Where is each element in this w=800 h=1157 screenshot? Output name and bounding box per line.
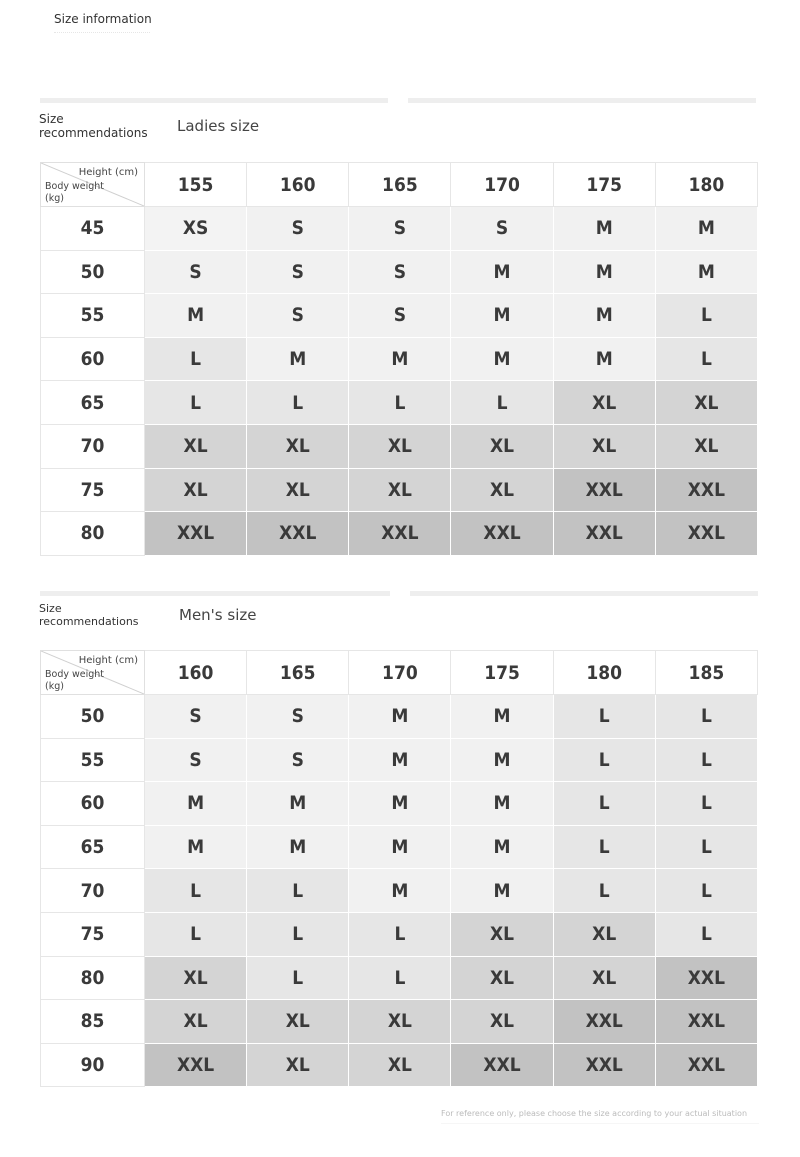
ladies-height-175: 175 xyxy=(553,163,655,207)
ladies-label-line2: recommendations xyxy=(39,126,148,140)
table-row xyxy=(41,381,758,425)
size-cell: M xyxy=(451,738,553,782)
mens-weight-65: 65 xyxy=(41,825,145,869)
size-cell: M xyxy=(349,869,451,913)
size-cell: XL xyxy=(145,468,247,512)
table-row xyxy=(41,294,758,338)
size-cell: M xyxy=(553,294,655,338)
size-cell: L xyxy=(247,956,349,1000)
mens-divider-right xyxy=(410,591,758,596)
ladies-weight-50: 50 xyxy=(41,250,145,294)
mens-weight-90: 90 xyxy=(41,1043,145,1087)
size-cell: XL xyxy=(553,912,655,956)
size-cell: M xyxy=(349,782,451,826)
size-cell: M xyxy=(451,869,553,913)
size-cell: XL xyxy=(349,1043,451,1087)
size-cell: L xyxy=(451,381,553,425)
ladies-size-table xyxy=(40,162,758,556)
size-cell: L xyxy=(553,695,655,739)
table-row xyxy=(41,207,758,251)
size-cell: L xyxy=(247,381,349,425)
mens-height-170: 170 xyxy=(349,651,451,695)
size-cell: XXL xyxy=(655,1000,757,1044)
size-cell: XXL xyxy=(451,1043,553,1087)
size-cell: S xyxy=(349,250,451,294)
size-cell: M xyxy=(655,207,757,251)
size-cell: S xyxy=(349,294,451,338)
size-cell: XL xyxy=(247,468,349,512)
size-cell: XS xyxy=(145,207,247,251)
size-cell: XL xyxy=(553,424,655,468)
size-cell: M xyxy=(451,825,553,869)
size-cell: XL xyxy=(553,381,655,425)
table-row xyxy=(41,1043,758,1087)
size-cell: M xyxy=(655,250,757,294)
size-cell: M xyxy=(145,782,247,826)
mens-height-165: 165 xyxy=(247,651,349,695)
footnote-underline xyxy=(441,1123,759,1124)
size-cell: XXL xyxy=(349,512,451,556)
size-cell: XL xyxy=(145,1000,247,1044)
size-cell: S xyxy=(451,207,553,251)
ladies-size-title: Ladies size xyxy=(177,117,260,135)
size-cell: XL xyxy=(247,1043,349,1087)
size-cell: XL xyxy=(247,424,349,468)
corner-height-label: Height (cm) xyxy=(78,655,138,666)
size-cell: XL xyxy=(349,1000,451,1044)
mens-weight-80: 80 xyxy=(41,956,145,1000)
table-row xyxy=(41,512,758,556)
size-cell: M xyxy=(145,294,247,338)
ladies-weight-80: 80 xyxy=(41,512,145,556)
size-cell: L xyxy=(145,381,247,425)
mens-corner-cell xyxy=(41,651,145,695)
size-cell: XXL xyxy=(145,512,247,556)
ladies-weight-75: 75 xyxy=(41,468,145,512)
size-cell: XL xyxy=(655,381,757,425)
ladies-recommendations-label xyxy=(39,112,148,140)
size-cell: M xyxy=(349,337,451,381)
reference-footnote: For reference only, please choose the size according to your actual situation xyxy=(441,1109,748,1118)
size-cell: XXL xyxy=(655,1043,757,1087)
size-cell: XXL xyxy=(553,1000,655,1044)
size-cell: XXL xyxy=(655,468,757,512)
size-cell: L xyxy=(655,912,757,956)
mens-height-180: 180 xyxy=(553,651,655,695)
mens-weight-55: 55 xyxy=(41,738,145,782)
ladies-weight-65: 65 xyxy=(41,381,145,425)
size-cell: M xyxy=(247,337,349,381)
ladies-header-row xyxy=(41,163,758,207)
size-cell: L xyxy=(349,381,451,425)
size-cell: M xyxy=(451,294,553,338)
size-cell: L xyxy=(655,337,757,381)
size-cell: XL xyxy=(451,424,553,468)
size-cell: XL xyxy=(451,468,553,512)
size-cell: S xyxy=(145,738,247,782)
mens-size-title: Men's size xyxy=(179,606,257,624)
size-cell: S xyxy=(247,294,349,338)
table-row xyxy=(41,337,758,381)
size-cell: S xyxy=(349,207,451,251)
ladies-divider-left xyxy=(40,98,388,103)
size-cell: XL xyxy=(655,424,757,468)
size-cell: L xyxy=(553,782,655,826)
ladies-corner-cell xyxy=(41,163,145,207)
size-cell: S xyxy=(247,738,349,782)
size-cell: S xyxy=(247,695,349,739)
mens-label-line2: recommendations xyxy=(39,615,139,628)
table-row xyxy=(41,956,758,1000)
size-cell: XL xyxy=(451,912,553,956)
size-cell: XXL xyxy=(655,956,757,1000)
mens-weight-85: 85 xyxy=(41,1000,145,1044)
mens-weight-60: 60 xyxy=(41,782,145,826)
size-cell: XXL xyxy=(553,468,655,512)
ladies-height-165: 165 xyxy=(349,163,451,207)
size-cell: L xyxy=(655,738,757,782)
size-cell: S xyxy=(247,250,349,294)
ladies-weight-45: 45 xyxy=(41,207,145,251)
size-cell: M xyxy=(451,250,553,294)
ladies-weight-60: 60 xyxy=(41,337,145,381)
mens-height-160: 160 xyxy=(145,651,247,695)
mens-weight-50: 50 xyxy=(41,695,145,739)
size-cell: XL xyxy=(451,956,553,1000)
size-cell: L xyxy=(349,912,451,956)
mens-height-175: 175 xyxy=(451,651,553,695)
size-cell: L xyxy=(553,738,655,782)
size-cell: XXL xyxy=(145,1043,247,1087)
ladies-weight-70: 70 xyxy=(41,424,145,468)
size-cell: S xyxy=(145,695,247,739)
size-cell: L xyxy=(553,825,655,869)
size-cell: M xyxy=(553,250,655,294)
size-cell: M xyxy=(553,207,655,251)
mens-recommendations-label xyxy=(39,602,139,628)
corner-weight-label: Body weight (kg) xyxy=(45,669,105,692)
size-cell: XL xyxy=(247,1000,349,1044)
size-cell: L xyxy=(145,869,247,913)
size-cell: L xyxy=(145,912,247,956)
size-cell: XL xyxy=(349,424,451,468)
size-cell: XXL xyxy=(247,512,349,556)
page-subtitle-decoration xyxy=(54,32,150,37)
table-row xyxy=(41,782,758,826)
size-cell: XL xyxy=(145,956,247,1000)
ladies-height-180: 180 xyxy=(655,163,757,207)
size-cell: L xyxy=(655,825,757,869)
mens-weight-75: 75 xyxy=(41,912,145,956)
ladies-height-155: 155 xyxy=(145,163,247,207)
ladies-height-160: 160 xyxy=(247,163,349,207)
size-cell: XL xyxy=(451,1000,553,1044)
table-row xyxy=(41,468,758,512)
ladies-label-line1: Size xyxy=(39,112,64,126)
size-cell: M xyxy=(553,337,655,381)
ladies-divider-right xyxy=(408,98,756,103)
size-cell: S xyxy=(145,250,247,294)
size-cell: XXL xyxy=(553,512,655,556)
table-row xyxy=(41,738,758,782)
size-cell: XL xyxy=(349,468,451,512)
size-cell: L xyxy=(655,869,757,913)
size-cell: XL xyxy=(553,956,655,1000)
size-cell: XXL xyxy=(553,1043,655,1087)
size-cell: L xyxy=(655,695,757,739)
size-cell: L xyxy=(655,294,757,338)
size-cell: L xyxy=(145,337,247,381)
size-cell: M xyxy=(247,825,349,869)
mens-divider-left xyxy=(40,591,390,596)
ladies-height-170: 170 xyxy=(451,163,553,207)
corner-height-label: Height (cm) xyxy=(78,167,138,178)
size-cell: M xyxy=(145,825,247,869)
table-row xyxy=(41,250,758,294)
table-row xyxy=(41,912,758,956)
mens-height-185: 185 xyxy=(655,651,757,695)
corner-weight-label: Body weight (kg) xyxy=(45,181,105,204)
size-cell: S xyxy=(247,207,349,251)
size-cell: L xyxy=(349,956,451,1000)
table-row xyxy=(41,825,758,869)
mens-label-line1: Size xyxy=(39,602,62,615)
size-cell: M xyxy=(247,782,349,826)
size-cell: M xyxy=(349,738,451,782)
table-row xyxy=(41,1000,758,1044)
size-cell: L xyxy=(247,869,349,913)
table-row xyxy=(41,869,758,913)
size-cell: M xyxy=(349,695,451,739)
size-cell: L xyxy=(655,782,757,826)
mens-size-table xyxy=(40,650,758,1087)
ladies-weight-55: 55 xyxy=(41,294,145,338)
size-cell: XL xyxy=(145,424,247,468)
size-cell: XXL xyxy=(451,512,553,556)
size-cell: M xyxy=(451,782,553,826)
size-cell: M xyxy=(451,695,553,739)
mens-weight-70: 70 xyxy=(41,869,145,913)
size-cell: M xyxy=(349,825,451,869)
size-cell: M xyxy=(451,337,553,381)
page-title: Size information xyxy=(54,12,152,26)
size-cell: L xyxy=(553,869,655,913)
size-cell: XXL xyxy=(655,512,757,556)
mens-header-row xyxy=(41,651,758,695)
table-row xyxy=(41,695,758,739)
table-row xyxy=(41,424,758,468)
size-cell: L xyxy=(247,912,349,956)
